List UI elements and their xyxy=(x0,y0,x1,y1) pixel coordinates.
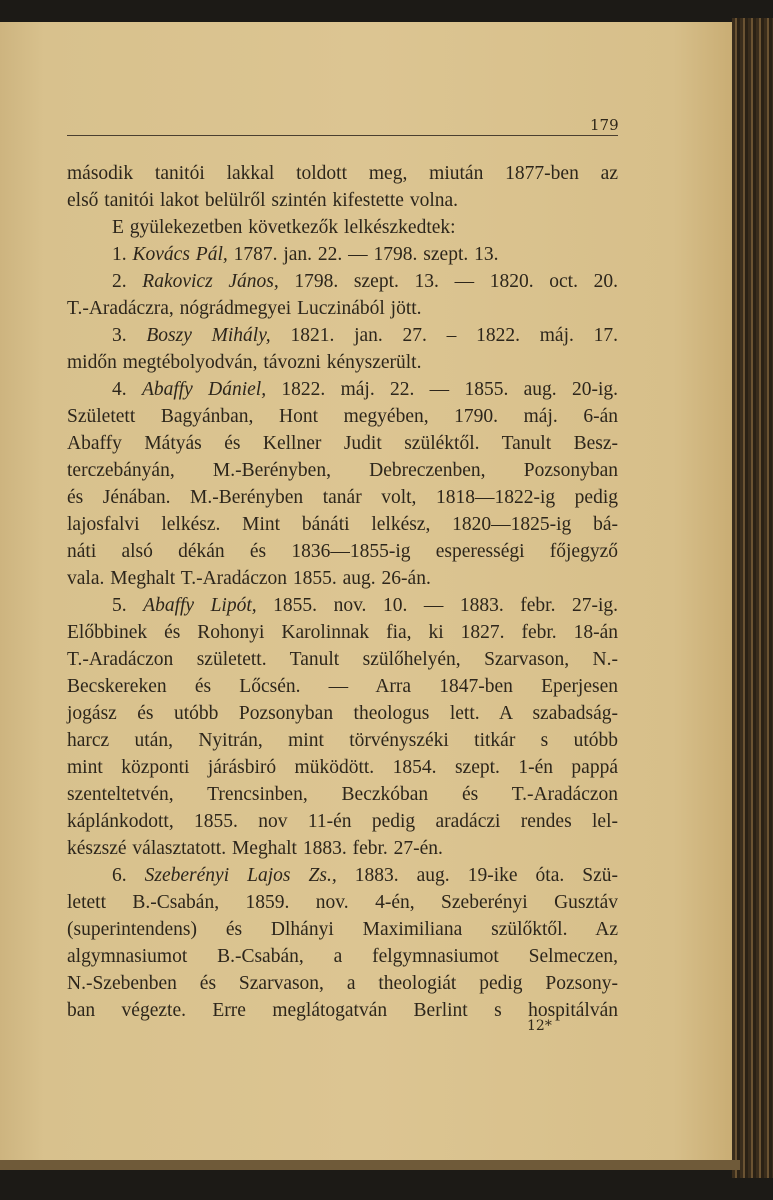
text-line xyxy=(67,754,618,781)
pastor-name: Szeberényi Lajos Zs., xyxy=(144,865,337,886)
line-text: algymnasiumot B.-Csabán, a felgymnasiumot Selmeczen, xyxy=(67,946,618,967)
text-line xyxy=(67,268,618,295)
line-text: első tanitói lakot belülről szintén kifestette volna. xyxy=(67,190,459,211)
text-line xyxy=(67,781,618,808)
line-text: náti alsó dékán és 1836—1855-ig esperességi főjegyző xyxy=(67,541,618,562)
text-line xyxy=(67,376,618,403)
line-text: N.-Szebenben és Szarvason, a theologiát pedig Pozsony- xyxy=(67,973,618,994)
text-line xyxy=(67,835,618,862)
text-line xyxy=(67,673,618,700)
header-rule xyxy=(67,135,618,136)
pastor-name: Abaffy Dániel, xyxy=(141,379,267,400)
line-text: E gyülekezetben következők lelkészkedtek: xyxy=(112,217,456,238)
line-text: 1821. jan. 27. – 1822. máj. 17. xyxy=(290,325,619,346)
line-text: harcz után, Nyitrán, mint törvényszéki titkár s utóbb xyxy=(67,730,618,751)
line-text: ban végezte. Erre meglátogatván Berlint s hospitálván xyxy=(67,1000,618,1021)
text-line xyxy=(67,727,618,754)
page-edges xyxy=(732,18,773,1178)
line-text: Abaffy Mátyás és Kellner Judit szüléktől. Tanult Besz- xyxy=(67,433,618,454)
line-text: lajosfalvi lelkész. Mint bánáti lelkész, 1820—1825-ig bá- xyxy=(67,514,618,535)
line-text: 1822. máj. 22. — 1855. aug. 20-ig. xyxy=(281,379,619,400)
text-line xyxy=(67,565,618,592)
line-text: T.-Aradáczra, nógrádmegyei Luczinából jött. xyxy=(67,298,422,319)
text-line xyxy=(67,349,618,376)
line-text: terczebányán, M.-Berényben, Debreczenben, Pozsonyban xyxy=(67,460,618,481)
text-line xyxy=(67,808,618,835)
line-text: letett B.-Csabán, 1859. nov. 4-én, Szeberényi Gusztáv xyxy=(67,892,618,913)
line-text: 1787. jan. 22. — 1798. szept. 13. xyxy=(233,244,499,265)
page-bottom-edge xyxy=(0,1160,740,1170)
text-line xyxy=(67,862,618,889)
line-text: (superintendens) és Dlhányi Maximiliana szülőktől. Az xyxy=(67,919,618,940)
text-line xyxy=(67,592,618,619)
line-text: vala. Meghalt T.-Aradáczon 1855. aug. 26-án. xyxy=(67,568,431,589)
text-line xyxy=(67,430,618,457)
text-line xyxy=(67,916,618,943)
text-line xyxy=(67,214,618,241)
text-line xyxy=(67,511,618,538)
line-text: T.-Aradáczon született. Tanult szülőhelyén, Szarvason, N.- xyxy=(67,649,618,670)
line-text: mint központi járásbiró müködött. 1854. szept. 1-én pappá xyxy=(67,757,618,778)
line-text: jogász és utóbb Pozsonyban theologus lett. A szabadság- xyxy=(67,703,618,724)
line-text: Becskereken és Lőcsén. — Arra 1847-ben Eperjesen xyxy=(67,676,618,697)
text-line xyxy=(67,646,618,673)
body-text xyxy=(67,160,618,1024)
entry-number: 3. xyxy=(112,325,127,346)
entry-number: 2. xyxy=(112,271,127,292)
entry-number: 6. xyxy=(112,865,127,886)
pastor-name: Abaffy Lipót, xyxy=(143,595,257,616)
text-line xyxy=(67,700,618,727)
text-line xyxy=(67,619,618,646)
entry-number: 4. xyxy=(112,379,127,400)
line-text: Született Bagyánban, Hont megyében, 1790. máj. 6-án xyxy=(67,406,618,427)
line-text: 1798. szept. 13. — 1820. oct. 20. xyxy=(294,271,619,292)
text-line xyxy=(67,943,618,970)
line-text: midőn megtébolyodván, távozni kényszerült. xyxy=(67,352,422,373)
entry-number: 1. xyxy=(112,244,127,265)
text-line xyxy=(67,484,618,511)
line-text: és Jénában. M.-Berényben tanár volt, 1818—1822-ig pedig xyxy=(67,487,618,508)
line-text: 1883. aug. 19-ike óta. Szü- xyxy=(354,865,619,886)
line-text: Előbbinek és Rohonyi Karolinnak fia, ki 1827. febr. 18-án xyxy=(67,622,618,643)
text-line xyxy=(67,970,618,997)
text-line xyxy=(67,889,618,916)
pastor-name: Rakovicz János, xyxy=(142,271,279,292)
text-line xyxy=(67,538,618,565)
text-line xyxy=(67,295,618,322)
signature-mark: 12* xyxy=(527,1018,552,1034)
pastor-name: Kovács Pál, xyxy=(132,244,228,265)
text-line xyxy=(67,241,618,268)
line-text: káplánkodott, 1855. nov 11-én pedig aradáczi rendes lel- xyxy=(67,811,618,832)
line-text: 1855. nov. 10. — 1883. febr. 27-ig. xyxy=(273,595,619,616)
line-text: szenteltetvén, Trencsinben, Beczkóban és T.-Aradáczon xyxy=(67,784,618,805)
text-line xyxy=(67,457,618,484)
text-line xyxy=(67,187,618,214)
text-line xyxy=(67,160,618,187)
text-line xyxy=(67,403,618,430)
line-text: készszé választatott. Meghalt 1883. febr. 27-én. xyxy=(67,838,443,859)
pastor-name: Boszy Mihály, xyxy=(146,325,271,346)
line-text: második tanitói lakkal toldott meg, miután 1877-ben az xyxy=(67,163,618,184)
text-line xyxy=(67,322,618,349)
page-number: 179 xyxy=(590,116,619,134)
entry-number: 5. xyxy=(112,595,127,616)
